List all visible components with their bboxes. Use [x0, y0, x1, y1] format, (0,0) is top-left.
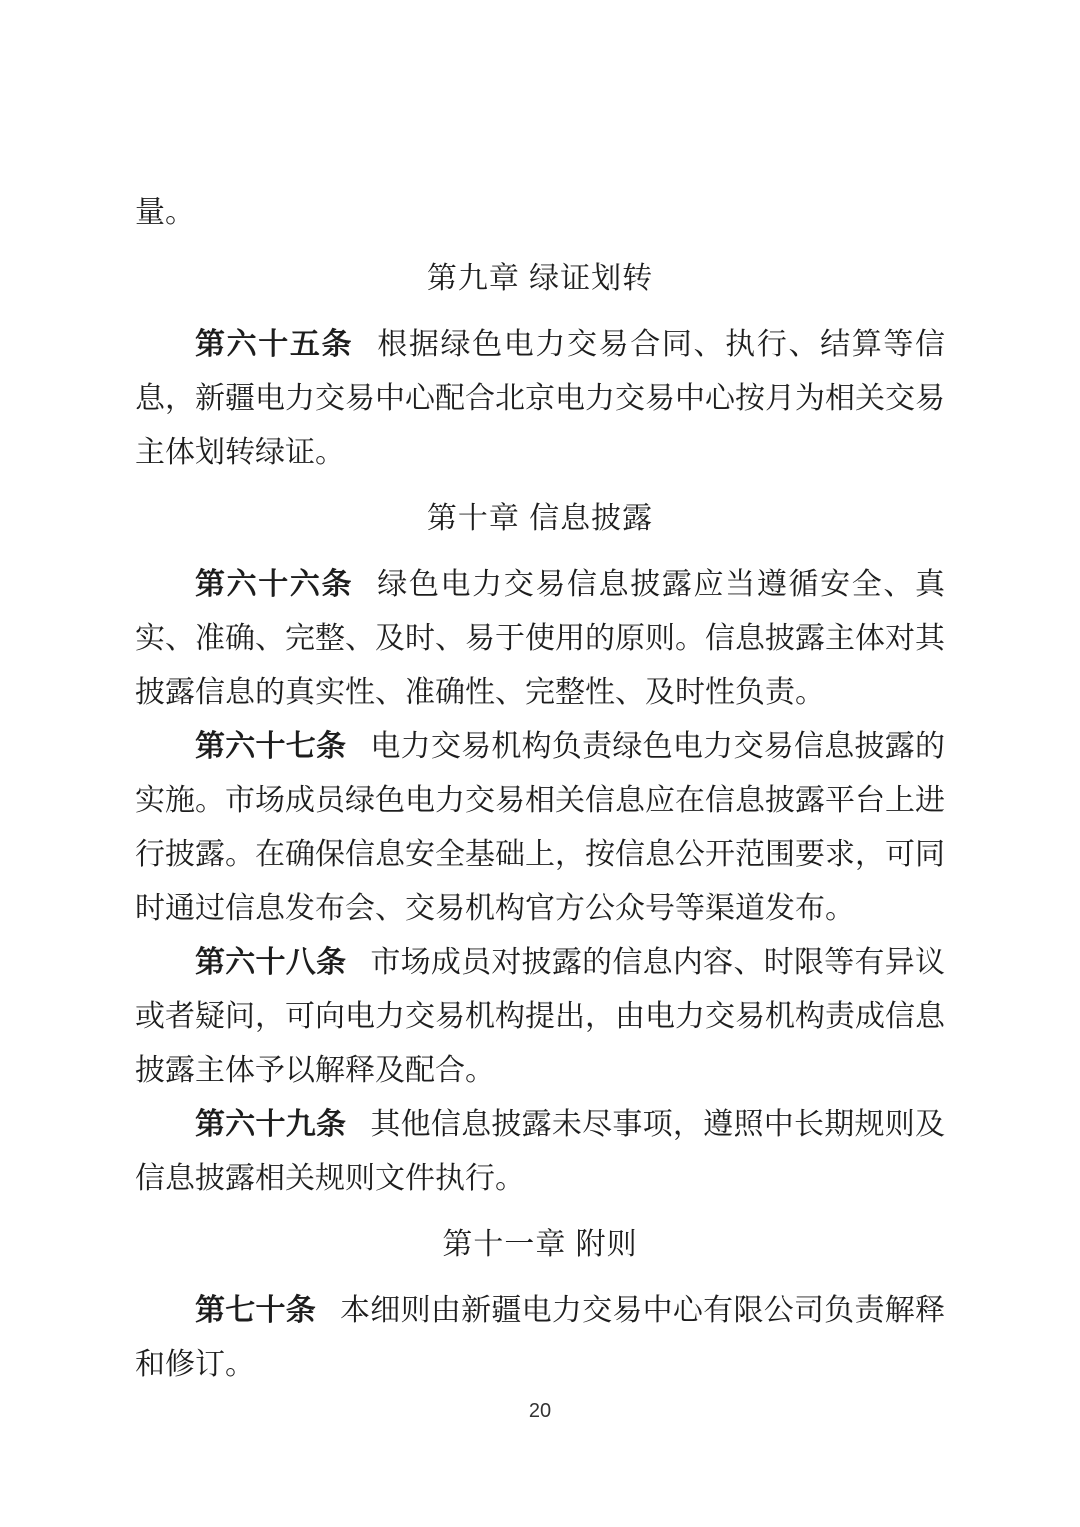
article-67-number: 第六十七条	[195, 730, 347, 763]
article-68-number: 第六十八条	[195, 946, 347, 979]
chapter-11-heading: 第十一章 附则	[442, 1228, 638, 1261]
article-65	[135, 318, 945, 480]
article-66	[135, 558, 945, 720]
chapter-9-heading: 第九章 绿证划转	[426, 262, 654, 295]
article-68	[135, 936, 945, 1098]
article-69-number: 第六十九条	[195, 1108, 347, 1141]
article-66-number: 第六十六条	[195, 568, 354, 601]
article-67	[135, 720, 945, 936]
article-66-text: 绿色电力交易信息披露应当遵循安全、真实、准确、完整、及时、易于使用的原则。信息披露主体对其披露信息的真实性、准确性、完整性、及时性负责。	[135, 568, 946, 709]
article-70	[135, 1284, 945, 1392]
article-65-text: 根据绿色电力交易合同、执行、结算等信息，新疆电力交易中心配合北京电力交易中心按月为相关交易主体划转绿证。	[135, 328, 946, 469]
article-68-text: 市场成员对披露的信息内容、时限等有异议或者疑问，可向电力交易机构提出，由电力交易机构责成信息披露主体予以解释及配合。	[135, 946, 946, 1087]
article-70-number: 第七十条	[195, 1294, 317, 1327]
article-65-number: 第六十五条	[195, 328, 354, 361]
article-69-text: 其他信息披露未尽事项，遵照中长期规则及信息披露相关规则文件执行。	[135, 1108, 946, 1195]
article-69	[135, 1098, 945, 1206]
article-70-text: 本细则由新疆电力交易中心有限公司负责解释和修订。	[135, 1294, 946, 1381]
continuation-line: 量。	[135, 196, 195, 229]
article-67-text: 电力交易机构负责绿色电力交易信息披露的实施。市场成员绿色电力交易相关信息应在信息披露平台上进行披露。在确保信息安全基础上，按信息公开范围要求，可同时通过信息发布会、交易机构官方公众号等渠道发布。	[135, 730, 946, 925]
chapter-10-heading: 第十章 信息披露	[426, 502, 654, 535]
page-number: 20	[528, 1400, 552, 1422]
